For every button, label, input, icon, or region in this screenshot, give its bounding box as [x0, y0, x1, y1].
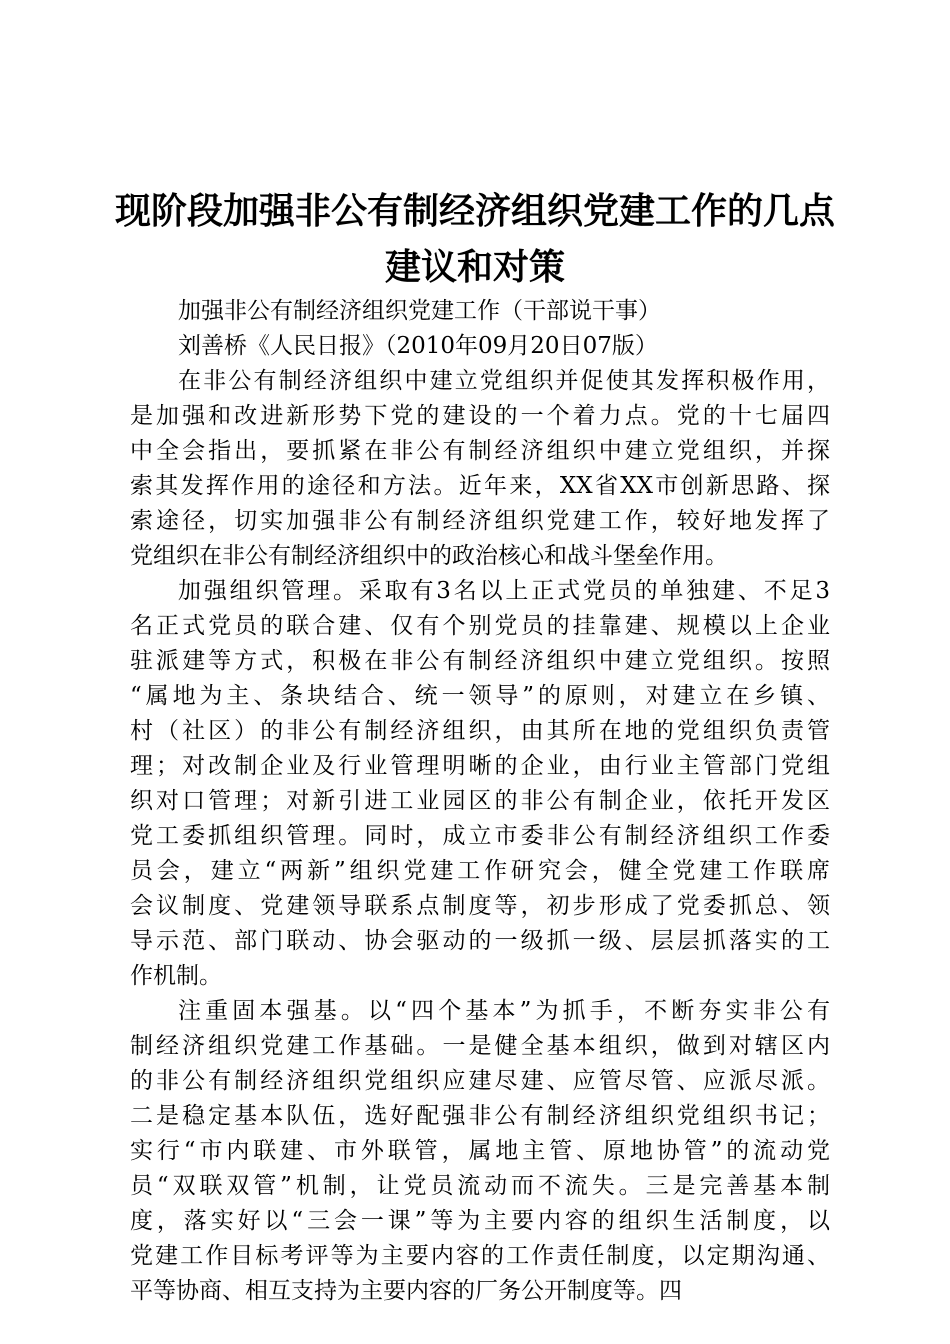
paragraph-line: 会议制度、党建领导联系点制度等，初步形成了党委抓总、领 — [130, 893, 830, 919]
source-line: 刘善桥《人民日报》（2010年09月20日07版） — [178, 333, 658, 359]
paragraph-line: 驻派建等方式，积极在非公有制经济组织中建立党组织。按照 — [130, 648, 830, 674]
paragraph-line: 是加强和改进新形势下党的建设的一个着力点。党的十七届四 — [130, 403, 830, 429]
paragraph-line: 在非公有制经济组织中建立党组织并促使其发挥积极作用， — [178, 368, 830, 394]
document-title-line-2: 建议和对策 — [384, 247, 565, 288]
paragraph-line: 村（社区）的非公有制经济组织，由其所在地的党组织负责管 — [130, 718, 830, 744]
paragraph-line: 织对口管理；对新引进工业园区的非公有制企业，依托开发区 — [130, 788, 830, 814]
document-body — [130, 294, 830, 1309]
paragraph-line: 党建工作目标考评等为主要内容的工作责任制度，以定期沟通、 — [130, 1243, 830, 1269]
paragraph-2 — [130, 574, 830, 994]
paragraph-line: 索其发挥作用的途径和方法。近年来，XX省XX市创新思路、探 — [130, 473, 830, 499]
paragraph-line: 加强组织管理。采取有3名以上正式党员的单独建、不足3 — [178, 578, 830, 604]
paragraph-line: 理；对改制企业及行业管理明晰的企业，由行业主管部门党组 — [130, 753, 830, 779]
paragraph-line: “属地为主、条块结合、统一领导”的原则，对建立在乡镇、 — [130, 683, 830, 709]
paragraph-line: 索途径，切实加强非公有制经济组织党建工作，较好地发挥了 — [130, 508, 830, 534]
subtitle-line: 加强非公有制经济组织党建工作（干部说干事） — [178, 298, 661, 324]
paragraph-line: 员“双联双管”机制，让党员流动而不流失。三是完善基本制 — [130, 1173, 830, 1199]
paragraph-line: 党组织在非公有制经济组织中的政治核心和战斗堡垒作用。 — [130, 543, 728, 569]
paragraph-line: 注重固本强基。以“四个基本”为抓手，不断夯实非公有 — [178, 998, 830, 1024]
paragraph-line: 的非公有制经济组织党组织应建尽建、应管尽管、应派尽派。 — [130, 1068, 830, 1094]
paragraph-line: 员会，建立“两新”组织党建工作研究会，健全党建工作联席 — [130, 858, 830, 884]
paragraph-line: 名正式党员的联合建、仅有个别党员的挂靠建、规模以上企业 — [130, 613, 830, 639]
paragraph-line: 党工委抓组织管理。同时，成立市委非公有制经济组织工作委 — [130, 823, 830, 849]
paragraph-line: 度，落实好以“三会一课”等为主要内容的组织生活制度，以 — [130, 1208, 830, 1234]
paragraph-line: 二是稳定基本队伍，选好配强非公有制经济组织党组织书记； — [130, 1103, 830, 1129]
paragraph-1 — [130, 364, 830, 574]
paragraph-line: 导示范、部门联动、协会驱动的一级抓一级、层层抓落实的工 — [130, 928, 830, 954]
paragraph-line: 平等协商、相互支持为主要内容的厂务公开制度等。四 — [130, 1278, 682, 1304]
document-title-line-1: 现阶段加强非公有制经济组织党建工作的几点 — [114, 191, 835, 232]
paragraph-3 — [130, 994, 830, 1309]
paragraph-line: 实行“市内联建、市外联管，属地主管、原地协管”的流动党 — [130, 1138, 830, 1164]
paragraph-line: 作机制。 — [130, 963, 222, 989]
paragraph-line: 制经济组织党建工作基础。一是健全基本组织，做到对辖区内 — [130, 1033, 830, 1059]
paragraph-line: 中全会指出，要抓紧在非公有制经济组织中建立党组织，并探 — [130, 438, 830, 464]
